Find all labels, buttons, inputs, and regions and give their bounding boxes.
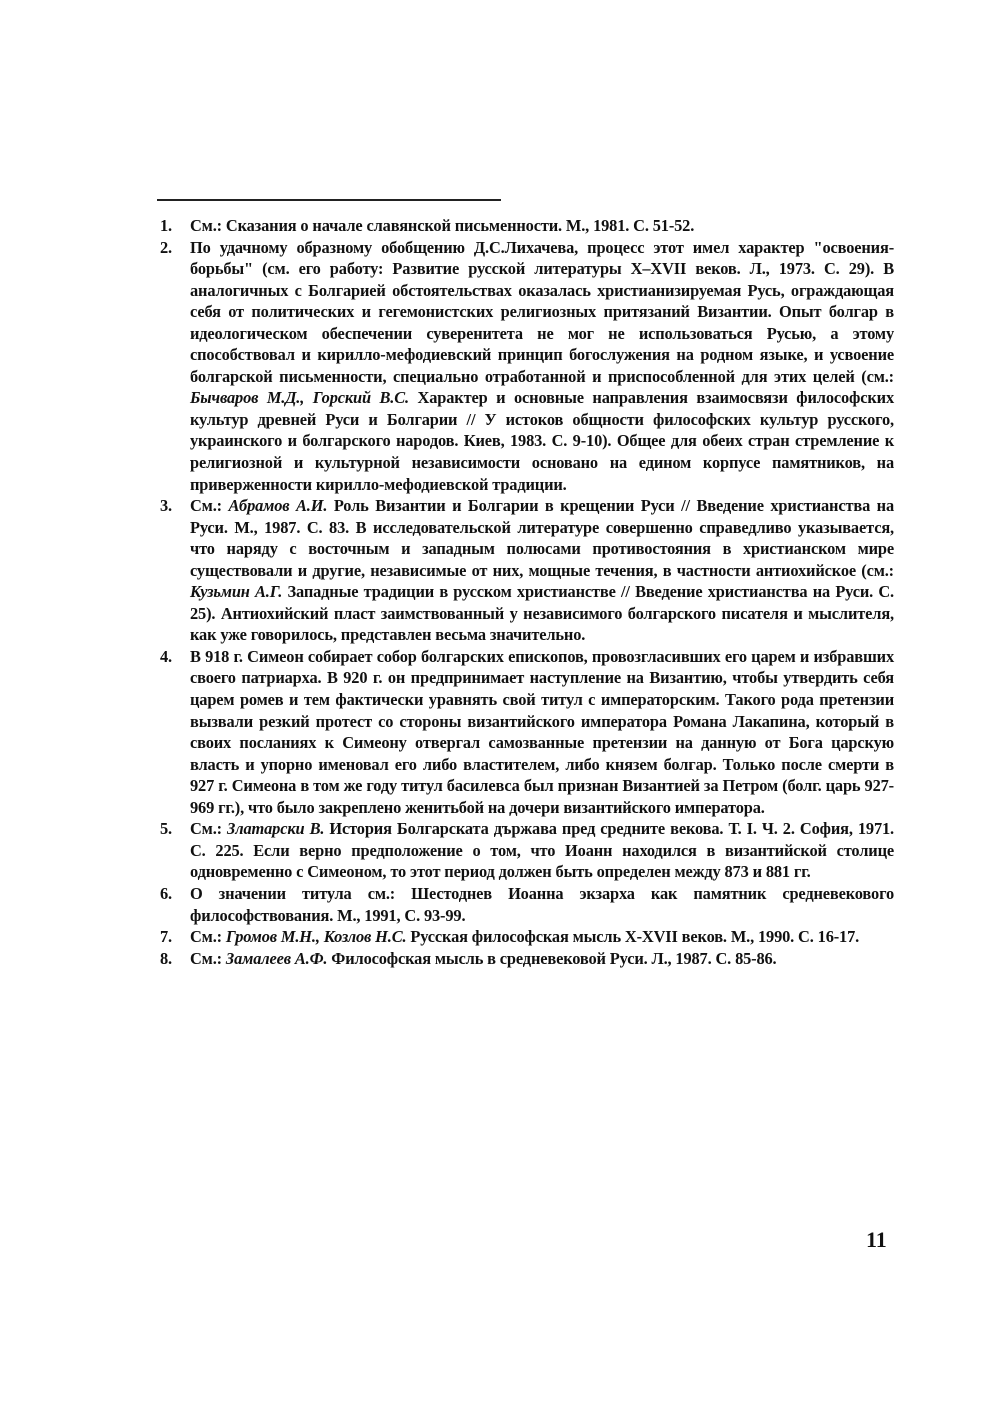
footnote-text: Характер и основные направления взаимосвязи философских культур древней Руси и Болгарии // У истоков общности философских культур русского, украинского и болгарского народов. Киев, 1983. С. 9-10). Общее для обеих стран стремление к религиозной и культурной независимости основано на едином корпусе памятников, на приверженности кирилло-мефодиевской традиции. [190, 388, 895, 494]
footnote-text: Русская философская мысль X-XVII веков. М., 1990. С. 16-17. [406, 927, 860, 947]
footnote-text: История Болгарската държава пред средните векова. Т. I. Ч. 2. София, 1971. С. 225. Если верно предположение о том, что Иоанн находился в византийской столице одновременно с Симеоном, то этот период должен быть определен между 873 и 881 гг. [190, 819, 894, 882]
footnote-text: См.: [190, 927, 226, 947]
footnote-4 [160, 646, 894, 818]
footnote-number: 6. [160, 883, 172, 903]
cited-author: Громов М.Н., Козлов Н.С. [225, 927, 407, 947]
footnote-number: 4. [160, 646, 172, 666]
footnote-1 [160, 215, 894, 237]
footnote-text: Философская мысль в средневековой Руси. Л., 1987. С. 85-86. [327, 948, 777, 968]
footnote-6 [160, 883, 894, 926]
footnote-number: 5. [160, 819, 172, 839]
footnote-number: 3. [160, 496, 172, 516]
footnote-text: О значении титула см.: Шестоднев Иоанна экзарха как памятник средневекового философствования. М., 1991, С. 93-99. [190, 883, 894, 925]
footnote-text: См.: [190, 948, 226, 968]
footnotes-list [160, 215, 894, 969]
page-number: 11 [866, 1227, 887, 1252]
footnote-text: См.: [190, 819, 228, 839]
footnote-number: 7. [160, 927, 172, 947]
footnote-2 [160, 237, 894, 496]
cited-author: Кузьмин А.Г. [190, 582, 283, 602]
cited-author: Златарски В. [227, 819, 325, 839]
cited-author: Абрамов А.И. [228, 496, 328, 516]
footnote-text: Западные традиции в русском христианстве // Введение христианства на Руси. С. 25). Антиохийский пласт заимствованный у независимого болгарского писателя и мыслителя, как уже говорилось, представлен весьма значительно. [190, 582, 894, 645]
footnote-number: 2. [160, 237, 172, 257]
footnote-text: См.: [190, 496, 229, 516]
cited-author: Бычваров М.Д., Горский В.С. [190, 388, 409, 408]
cited-author: Замалеев А.Ф. [225, 948, 328, 968]
footnote-number: 1. [160, 216, 172, 235]
footnote-separator-rule [157, 199, 501, 201]
footnote-5 [160, 818, 894, 883]
footnote-7 [160, 926, 894, 948]
footnote-text: По удачному образному обобщению Д.С.Лихачева, процесс этот имел характер "освоения-борьбы" (см. его работу: Развитие русской литературы X–XVII веков. Л., 1973. С. 29). В аналогичных с Болгарией обстоятельствах оказалась христианизируемая Русь, ограждающая себя от политических и гегемонистских религиозных притязаний Византии. Опыт болгар в идеологическом обеспечении суверенитета не мог не использоваться Русью, а этому способствовал и кирилло-мефодиевский принцип богослужения на родном языке, и усвоение болгарской письменности, специально отработанной и приспособленной для этих целей (см.: [190, 237, 894, 386]
footnote-3 [160, 495, 894, 646]
footnote-text: В 918 г. Симеон собирает собор болгарских епископов, провозгласивших его царем и избравших своего патриарха. В 920 г. он предпринимает наступление на Византию, чтобы утвердить себя царем ромев и тем фактически уравнять свой титул с императорским. Такого рода претензии вызвали резкий протест со стороны византийского императора Романа Лакапина, который в своих посланиях к Симеону отвергал самозванные претензии на данную от Бога царскую власть и упорно именовал его либо властителем, либо князем болгар. Только после смерти в 927 г. Симеона в том же году титул басилевса был признан Византией за Петром (болг. царь 927-969 гг.), что было закреплено женитьбой на дочери византийского императора. [190, 646, 894, 817]
footnote-text: Роль Византии и Болгарии в крещении Руси // Введение христианства на Руси. М., 1987. С. 83. В исследовательской литературе совершенно справедливо указывается, что наряду с восточным и западным полюсами противостояния в христианском мире существовали и другие, независимые от них, мощные течения, в частности антиохийское (см.: [190, 496, 895, 580]
footnote-text: См.: Сказания о начале славянской письменности. М., 1981. С. 51-52. [190, 216, 695, 235]
footnote-number: 8. [160, 948, 172, 968]
footnote-8 [160, 948, 894, 970]
